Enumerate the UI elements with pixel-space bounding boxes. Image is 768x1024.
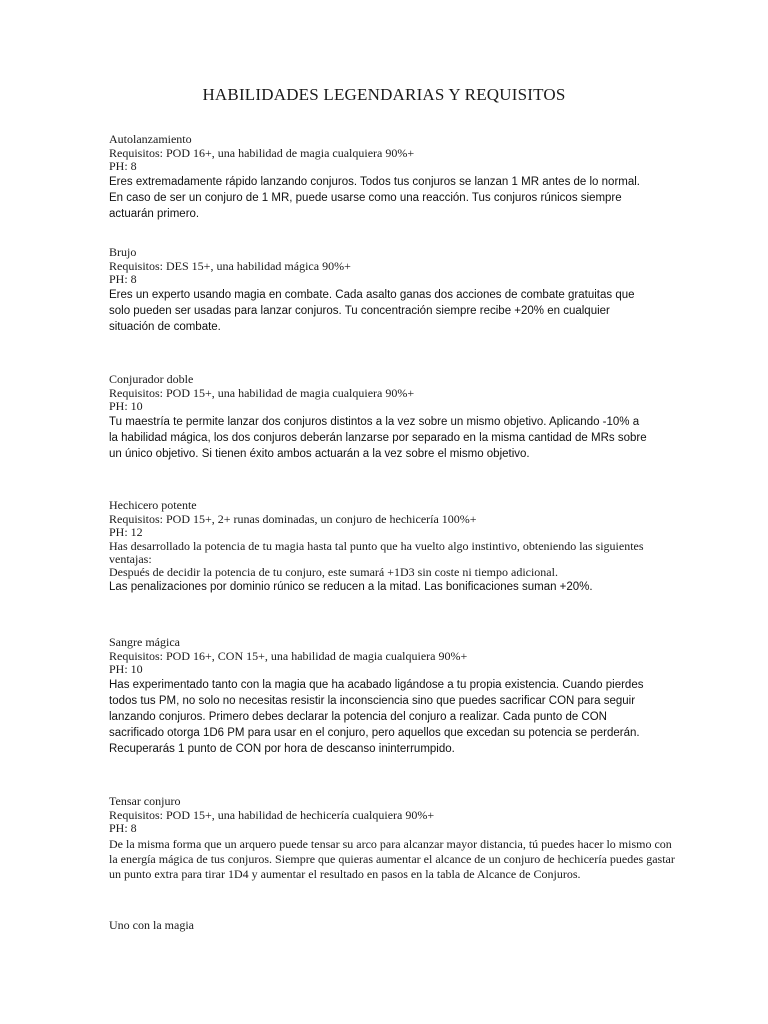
section-ph: PH: 12 bbox=[109, 525, 143, 539]
section-ph: PH: 8 bbox=[109, 272, 137, 286]
body-line: lanzando conjuros. Primero debes declarar la potencia del conjuro a realizar. Cada punto de CON bbox=[109, 710, 607, 723]
section-ph: PH: 10 bbox=[109, 399, 143, 413]
section-tensar-conjuro bbox=[109, 795, 689, 882]
section-requirements: Requisitos: POD 15+, una habilidad de magia cualquiera 90%+ bbox=[109, 385, 415, 400]
body-line: Tu maestría te permite lanzar dos conjuros distintos a la vez sobre un mismo objetivo. Aplicando -10% a bbox=[109, 415, 640, 428]
section-heading: Hechicero potente bbox=[109, 498, 197, 512]
section-sangre-magica bbox=[109, 636, 689, 758]
body-line: la energía mágica de tus conjuros. Siempre que quieras aumentar el alcance de un conjuro de hechicería puedes gastar bbox=[109, 851, 675, 866]
section-heading: Conjurador doble bbox=[109, 372, 194, 386]
section-heading: Uno con la magia bbox=[109, 918, 194, 932]
body-line: Has experimentado tanto con la magia que ha acabado ligándose a tu propia existencia. Cuando pierdes bbox=[109, 678, 644, 691]
section-ph: PH: 8 bbox=[109, 159, 137, 173]
body-line: De la misma forma que un arquero puede tensar su arco para alcanzar mayor distancia, tú puedes hacer lo mismo con bbox=[109, 836, 672, 851]
section-requirements: Requisitos: POD 15+, una habilidad de hechicería cualquiera 90%+ bbox=[109, 807, 435, 822]
page-title: HABILIDADES LEGENDARIAS Y REQUISITOS bbox=[202, 85, 566, 104]
section-heading: Sangre mágica bbox=[109, 635, 180, 649]
section-autolanzamiento bbox=[109, 133, 689, 222]
body-line: todos tus PM, no solo no necesitas resistir la inconsciencia sino que puedes sacrificar CON para seguir bbox=[109, 694, 636, 707]
body-line: un punto extra para tirar 1D4 y aumentar el resultado en pasos en la tabla de Alcance de Conjuros. bbox=[109, 866, 581, 881]
section-ph: PH: 10 bbox=[109, 662, 143, 676]
section-heading: Tensar conjuro bbox=[109, 794, 181, 808]
body-line: un único objetivo. Si tienen éxito ambos actuarán a la vez sobre el mismo objetivo. bbox=[109, 447, 530, 460]
body-line: actuarán primero. bbox=[109, 207, 200, 220]
section-hechicero-potente bbox=[109, 499, 689, 595]
body-line: ventajas: bbox=[109, 551, 152, 566]
section-heading: Autolanzamiento bbox=[109, 132, 192, 146]
section-heading: Brujo bbox=[109, 245, 137, 259]
section-uno-con-la-magia bbox=[109, 919, 689, 933]
body-line: Eres un experto usando magia en combate. Cada asalto ganas dos acciones de combate gratuitas que bbox=[109, 288, 635, 301]
body-line: Has desarrollado la potencia de tu magia hasta tal punto que ha vuelto algo instintivo, obteniendo las siguientes bbox=[109, 538, 644, 553]
section-requirements: Requisitos: POD 15+, 2+ runas dominadas, un conjuro de hechicería 100%+ bbox=[109, 511, 477, 526]
body-line: situación de combate. bbox=[109, 320, 221, 333]
section-requirements: Requisitos: DES 15+, una habilidad mágica 90%+ bbox=[109, 258, 351, 273]
section-ph: PH: 8 bbox=[109, 821, 137, 835]
section-brujo bbox=[109, 246, 689, 335]
section-requirements: Requisitos: POD 16+, CON 15+, una habilidad de magia cualquiera 90%+ bbox=[109, 648, 468, 663]
body-line: la habilidad mágica, los dos conjuros deberán lanzarse por separado en la misma cantidad de MRs sobre bbox=[109, 431, 647, 444]
section-conjurador-doble bbox=[109, 373, 689, 462]
body-line: En caso de ser un conjuro de 1 MR, puede usarse como una reacción. Tus conjuros rúnicos siempre bbox=[109, 191, 622, 204]
body-line: Las penalizaciones por dominio rúnico se reducen a la mitad. Las bonificaciones suman +20%. bbox=[109, 580, 593, 593]
body-line: Eres extremadamente rápido lanzando conjuros. Todos tus conjuros se lanzan 1 MR antes de lo normal. bbox=[109, 175, 640, 188]
body-line: Recuperarás 1 punto de CON por hora de descanso ininterrumpido. bbox=[109, 743, 455, 756]
body-line: Después de decidir la potencia de tu conjuro, este sumará +1D3 sin coste ni tiempo adicional. bbox=[109, 564, 558, 579]
section-requirements: Requisitos: POD 16+, una habilidad de magia cualquiera 90%+ bbox=[109, 145, 415, 160]
body-line: sacrificado otorga 1D6 PM para usar en el conjuro, pero aquellos que excedan su potencia se perderán. bbox=[109, 727, 640, 740]
body-line: solo pueden ser usadas para lanzar conjuros. Tu concentración siempre recibe +20% en cualquier bbox=[109, 304, 610, 317]
